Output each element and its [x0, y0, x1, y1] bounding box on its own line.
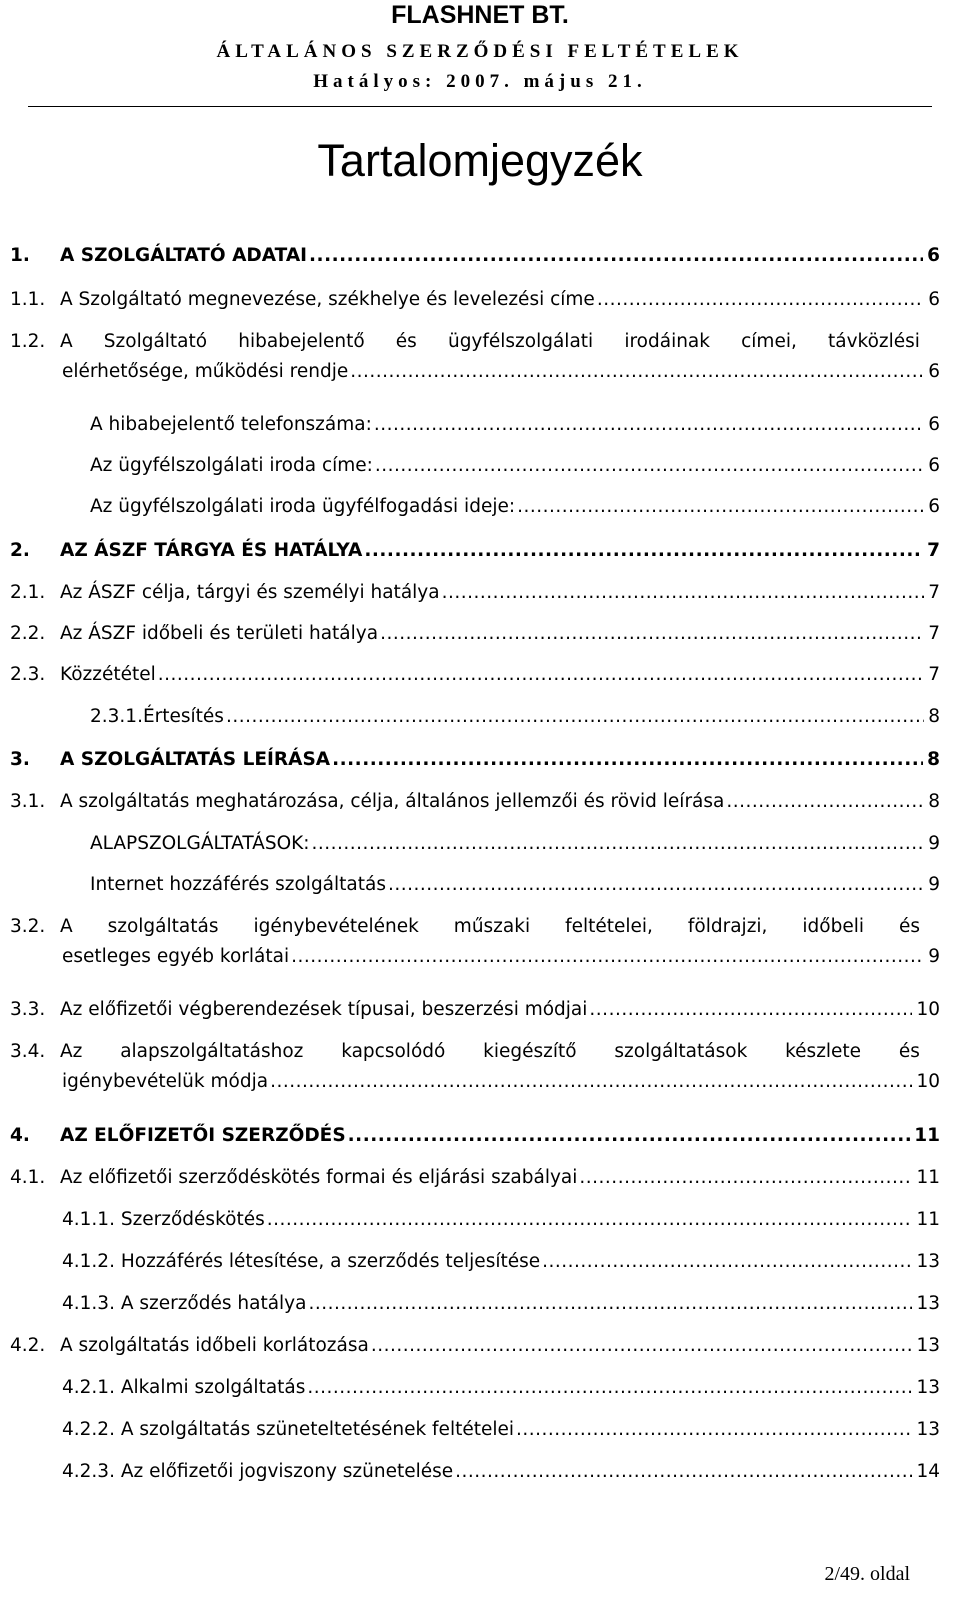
toc-word: távközlési	[828, 331, 920, 352]
toc-title: elérhetősége, működési rendje	[62, 361, 349, 382]
toc-page: 10	[916, 1071, 940, 1092]
toc-page: 6	[928, 414, 940, 435]
toc-title-line	[60, 329, 920, 355]
toc-page: 13	[916, 1293, 940, 1314]
toc-leader	[589, 997, 912, 1023]
toc-page: 11	[914, 1125, 940, 1146]
toc-number: 1.1.	[10, 289, 46, 310]
toc-page: 6	[928, 496, 940, 517]
toc-leader	[374, 412, 924, 438]
toc-page: 13	[916, 1419, 940, 1440]
toc-leader	[350, 359, 924, 385]
toc-entry[interactable]	[62, 1417, 940, 1443]
toc-word: szolgáltatások	[614, 1041, 748, 1062]
document-header	[0, 0, 960, 94]
toc-page: 14	[916, 1461, 940, 1482]
toc-entry[interactable]	[90, 872, 940, 898]
toc-entry[interactable]	[90, 831, 940, 857]
toc-title: A SZOLGÁLTATÓ ADATAI	[60, 245, 308, 266]
toc-number: 4.2.	[10, 1335, 46, 1356]
toc-title: 4.1.3. A szerződés hatálya	[62, 1293, 307, 1314]
toc-entry[interactable]	[90, 704, 940, 730]
toc-leader	[579, 1165, 912, 1191]
toc-entry[interactable]	[62, 1207, 940, 1233]
toc-entry[interactable]	[10, 1039, 940, 1095]
toc-leader	[517, 494, 924, 520]
toc-entry[interactable]	[10, 662, 940, 688]
toc-word: és	[395, 331, 417, 352]
toc-word: A	[60, 916, 73, 937]
toc-title: Az ügyfélszolgálati iroda ügyfélfogadási ideje:	[90, 496, 516, 517]
toc-leader	[309, 243, 923, 269]
toc-word: Az	[60, 1041, 83, 1062]
toc-title: Az előfizetői szerződéskötés formai és eljárási szabályai	[60, 1167, 578, 1188]
toc-title: A szolgáltatás időbeli korlátozása	[60, 1335, 369, 1356]
toc-entry[interactable]	[10, 747, 940, 773]
toc-page: 10	[916, 999, 940, 1020]
toc-entry[interactable]	[10, 243, 940, 269]
toc-word: kapcsolódó	[341, 1041, 446, 1062]
company-name: FLASHNET BT.	[391, 1, 569, 29]
toc-word: Szolgáltató	[103, 331, 208, 352]
page-title: Tartalomjegyzék	[317, 135, 643, 186]
toc-word: A	[60, 331, 73, 352]
toc-word: és	[898, 916, 920, 937]
toc-leader	[307, 1375, 912, 1401]
toc-entry[interactable]	[62, 1249, 940, 1275]
toc-page: 9	[928, 874, 940, 895]
toc-page: 11	[916, 1167, 940, 1188]
toc-page: 13	[916, 1335, 940, 1356]
toc-number: 3.2.	[10, 916, 46, 937]
toc-entry[interactable]	[10, 914, 940, 970]
toc-title: igénybevételük módja	[62, 1071, 269, 1092]
toc-word: készlete	[785, 1041, 862, 1062]
toc-number: 3.	[10, 749, 30, 770]
toc-word: ügyfélszolgálati	[447, 331, 594, 352]
toc-entry[interactable]	[90, 412, 940, 438]
toc-page: 11	[916, 1209, 940, 1230]
toc-title: esetleges egyéb korlátai	[62, 946, 290, 967]
toc-number: 2.2.	[10, 623, 46, 644]
toc-word: időbeli	[802, 916, 864, 937]
toc-leader	[312, 831, 925, 857]
toc-word: földrajzi,	[687, 916, 768, 937]
toc-page: 13	[916, 1377, 940, 1398]
toc-page: 7	[928, 664, 940, 685]
toc-title: Az ÁSZF időbeli és területi hatálya	[60, 623, 379, 644]
toc-number: 1.2.	[10, 331, 46, 352]
toc-entry[interactable]	[90, 494, 940, 520]
toc-entry[interactable]	[62, 1375, 940, 1401]
toc-number: 2.	[10, 540, 30, 561]
toc-entry[interactable]	[10, 329, 940, 385]
toc-word: alapszolgáltatáshoz	[120, 1041, 304, 1062]
toc-number: 1.	[10, 245, 30, 266]
toc-leader	[364, 538, 923, 564]
toc-word: hibabejelentő	[238, 331, 365, 352]
toc-title: A Szolgáltató megnevezése, székhelye és levelezési címe	[60, 289, 595, 310]
toc-title-line	[60, 914, 920, 940]
toc-entry[interactable]	[10, 1123, 940, 1149]
page-number: 2/49. oldal	[824, 1563, 910, 1585]
toc-leader	[371, 1333, 913, 1359]
toc-entry[interactable]	[10, 580, 940, 606]
toc-page: 7	[928, 623, 940, 644]
toc-leader	[726, 789, 924, 815]
toc-leader	[226, 704, 924, 730]
toc-page: 8	[927, 749, 940, 770]
toc-entry[interactable]	[10, 1333, 940, 1359]
toc-word: és	[898, 1041, 920, 1062]
toc-page: 6	[928, 289, 940, 310]
toc-word: feltételei,	[565, 916, 653, 937]
toc-leader	[332, 747, 923, 773]
toc-leader	[270, 1069, 912, 1095]
toc-leader	[388, 872, 924, 898]
toc-title: 4.2.2. A szolgáltatás szüneteltetésének feltételei	[62, 1419, 515, 1440]
toc-entry[interactable]	[10, 621, 940, 647]
toc-word: irodáinak	[624, 331, 710, 352]
toc-page: 7	[928, 582, 940, 603]
toc-number: 2.3.	[10, 664, 46, 685]
toc-title: 4.1.1. Szerződéskötés	[62, 1209, 265, 1230]
toc-title: AZ ELŐFIZETŐI SZERZŐDÉS	[60, 1125, 346, 1146]
toc-title: 4.1.2. Hozzáférés létesítése, a szerződés teljesítése	[62, 1251, 541, 1272]
toc-title: AZ ÁSZF TÁRGYA ÉS HATÁLYA	[60, 540, 363, 561]
toc-leader	[158, 662, 924, 688]
toc-page: 8	[928, 791, 940, 812]
toc-title: Az ÁSZF célja, tárgyi és személyi hatálya	[60, 582, 440, 603]
toc-title: ALAPSZOLGÁLTATÁSOK:	[90, 833, 310, 854]
toc-number: 2.1.	[10, 582, 46, 603]
toc-page: 6	[928, 455, 940, 476]
toc-word: igénybevételének	[253, 916, 419, 937]
toc-entry[interactable]	[10, 789, 940, 815]
toc-leader	[542, 1249, 912, 1275]
toc-page: 6	[927, 245, 940, 266]
toc-title: 4.2.1. Alkalmi szolgáltatás	[62, 1377, 306, 1398]
toc-number: 4.	[10, 1125, 30, 1146]
toc-leader	[455, 1459, 912, 1485]
toc-entry[interactable]	[10, 1165, 940, 1191]
toc-page: 9	[928, 833, 940, 854]
toc-leader	[516, 1417, 912, 1443]
toc-entry[interactable]	[62, 1459, 940, 1485]
toc-entry[interactable]	[10, 997, 940, 1023]
toc-word: műszaki	[453, 916, 531, 937]
toc-entry[interactable]	[10, 538, 940, 564]
toc-title-line	[60, 1039, 920, 1065]
toc-leader	[597, 287, 924, 313]
toc-leader	[442, 580, 925, 606]
toc-title: Közzététel	[60, 664, 156, 685]
toc-page: 6	[928, 361, 940, 382]
toc-number: 3.1.	[10, 791, 46, 812]
toc-word: szolgáltatás	[107, 916, 219, 937]
toc-number: 3.3.	[10, 999, 46, 1020]
toc-leader	[267, 1207, 913, 1233]
toc-leader	[375, 453, 924, 479]
toc-word: címei,	[741, 331, 797, 352]
toc-title: Az ügyfélszolgálati iroda címe:	[90, 455, 373, 476]
toc-number: 3.4.	[10, 1041, 46, 1062]
toc-entry[interactable]	[90, 453, 940, 479]
toc-word: kiegészítő	[483, 1041, 577, 1062]
document-subtitle: ÁLTALÁNOS SZERZŐDÉSI FELTÉTELEK	[216, 41, 744, 62]
toc-title: A szolgáltatás meghatározása, célja, általános jellemzői és rövid leírása	[60, 791, 725, 812]
toc-title: A SZOLGÁLTATÁS LEÍRÁSA	[60, 749, 331, 770]
toc-title: 4.2.3. Az előfizetői jogviszony szünetelése	[62, 1461, 454, 1482]
toc-title: A hibabejelentő telefonszáma:	[90, 414, 372, 435]
toc-page: 7	[927, 540, 940, 561]
toc-page: 8	[928, 706, 940, 727]
toc-leader	[380, 621, 924, 647]
toc-title: 2.3.1.Értesítés	[90, 706, 224, 727]
toc-title: Internet hozzáférés szolgáltatás	[90, 874, 386, 895]
effective-date: Hatályos: 2007. május 21.	[313, 71, 647, 92]
toc-number: 4.1.	[10, 1167, 46, 1188]
toc-leader	[308, 1291, 912, 1317]
toc-page: 9	[928, 946, 940, 967]
toc-title: Az előfizetői végberendezések típusai, beszerzési módjai	[60, 999, 588, 1020]
header-rule	[28, 106, 932, 107]
toc-leader	[291, 944, 924, 970]
toc-entry[interactable]	[10, 287, 940, 313]
toc-leader	[348, 1123, 911, 1149]
toc-entry[interactable]	[62, 1291, 940, 1317]
toc-page: 13	[916, 1251, 940, 1272]
